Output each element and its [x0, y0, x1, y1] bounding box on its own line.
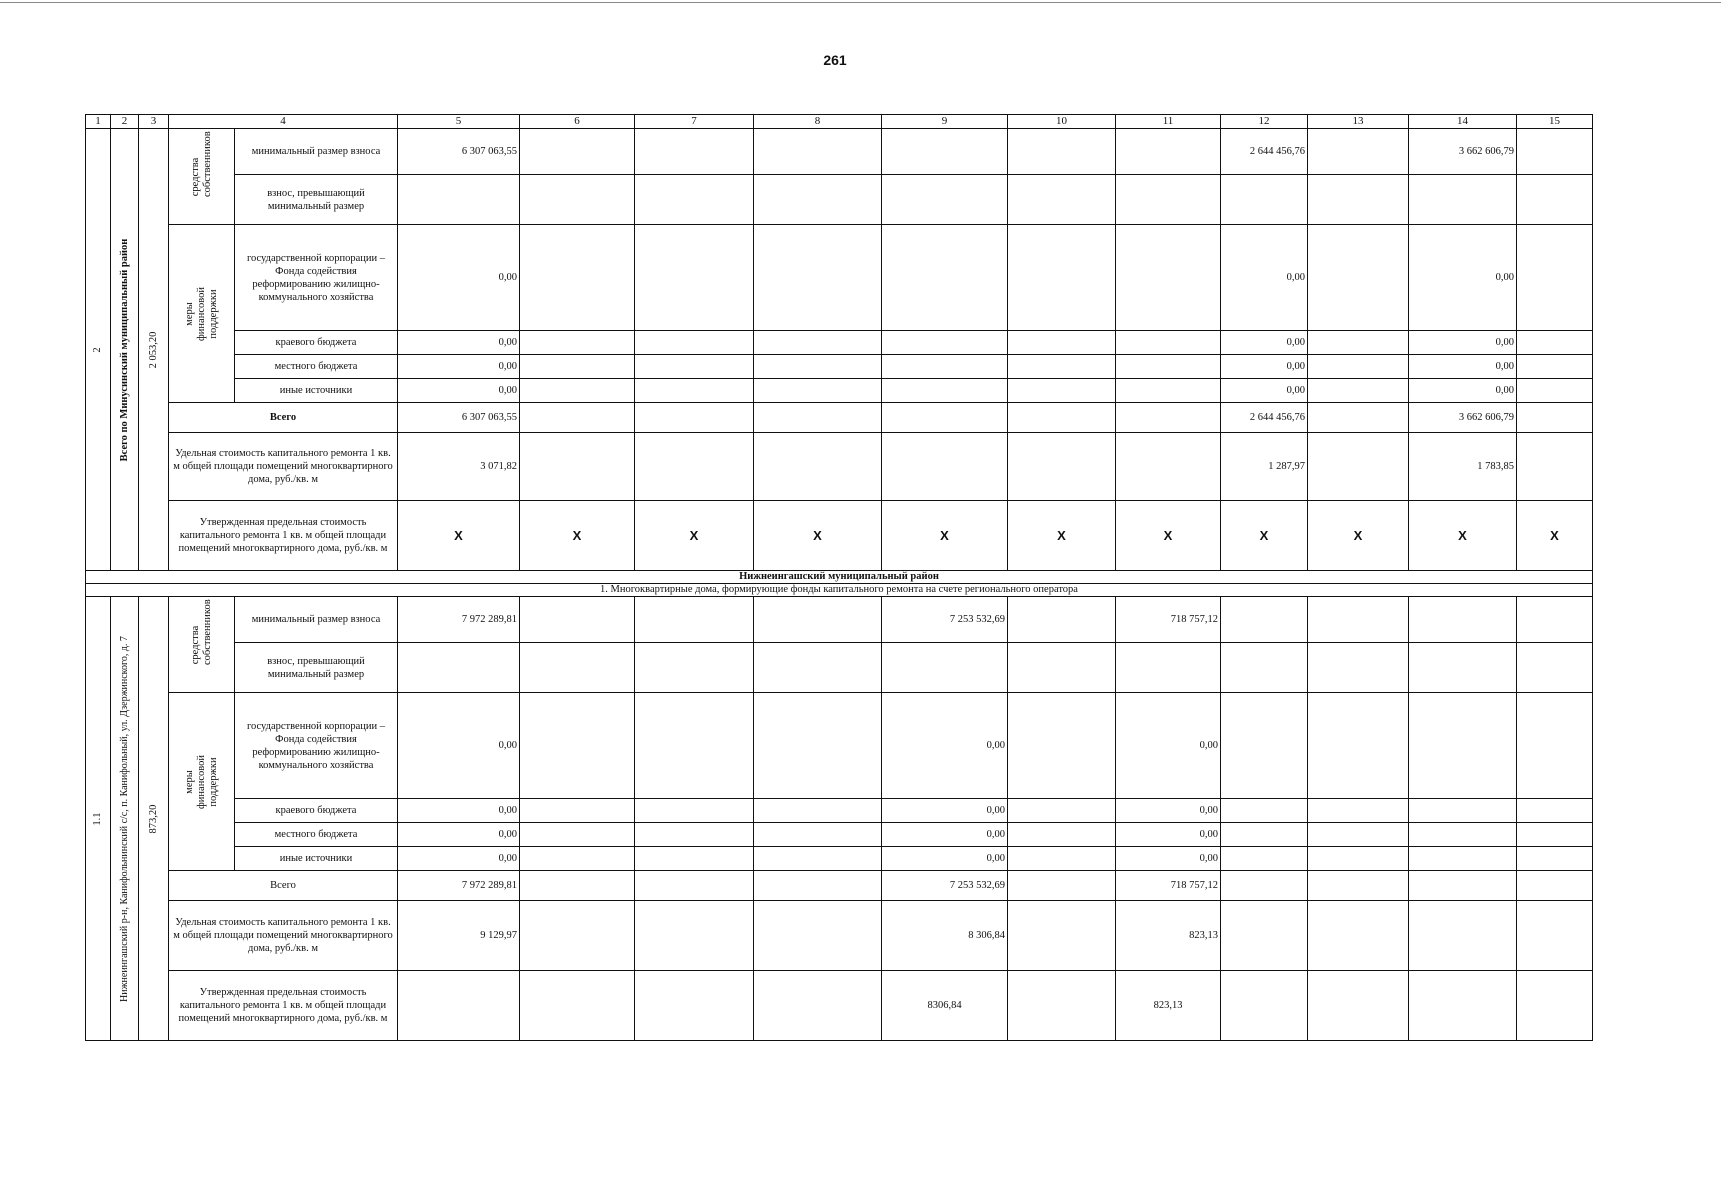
table-row — [86, 823, 1593, 847]
x-mark: X — [1116, 501, 1221, 571]
subsection-title: 1. Многоквартирные дома, формирующие фонды капитального ремонта на счете регионального оператора — [86, 584, 1593, 597]
block2-area: 873,20 — [139, 597, 169, 1041]
x-mark: X — [635, 501, 754, 571]
cell: 0,00 — [1409, 355, 1517, 379]
support-label: меры финансовой поддержки — [169, 693, 235, 871]
block1-district: Всего по Минусинский муниципальный район — [111, 129, 139, 571]
table-row — [86, 403, 1593, 433]
table-row — [86, 597, 1593, 643]
capital-repair-table — [85, 114, 1593, 1041]
cell: 0,00 — [1116, 823, 1221, 847]
cell: 0,00 — [1221, 355, 1308, 379]
cell: 2 644 456,76 — [1221, 403, 1308, 433]
cell: 7 253 532,69 — [882, 597, 1008, 643]
cell: 0,00 — [1221, 331, 1308, 355]
x-mark: X — [398, 501, 520, 571]
table-row — [86, 871, 1593, 901]
col-num: 12 — [1221, 115, 1308, 129]
cell: 7 972 289,81 — [398, 597, 520, 643]
col-num: 9 — [882, 115, 1008, 129]
section-title: Нижнеингашский муниципальный район — [86, 571, 1593, 584]
table-row — [86, 971, 1593, 1041]
x-mark: X — [1517, 501, 1593, 571]
corp-fund-label: государственной корпорации – Фонда содействия реформированию жилищно-коммунального хозяйства — [235, 693, 398, 799]
over-min-label: взнос, превышающий минимальный размер — [235, 175, 398, 225]
table-row — [86, 225, 1593, 331]
cell: 0,00 — [398, 799, 520, 823]
cell: 0,00 — [1116, 847, 1221, 871]
unit-cost-label: Удельная стоимость капитального ремонта 1 кв. м общей площади помещений многоквартирного дома, руб./кв. м — [169, 433, 398, 501]
subsection-row — [86, 584, 1593, 597]
cell: 0,00 — [398, 355, 520, 379]
section-row — [86, 571, 1593, 584]
cell: 6 307 063,55 — [398, 403, 520, 433]
table-row — [86, 643, 1593, 693]
col-num: 5 — [398, 115, 520, 129]
col-num: 15 — [1517, 115, 1593, 129]
col-num: 2 — [111, 115, 139, 129]
cell: 0,00 — [398, 823, 520, 847]
cell: 0,00 — [1116, 799, 1221, 823]
local-label: местного бюджета — [235, 355, 398, 379]
cell: 0,00 — [398, 693, 520, 799]
regional-label: краевого бюджета — [235, 331, 398, 355]
col-num: 4 — [169, 115, 398, 129]
cell: 7 972 289,81 — [398, 871, 520, 901]
min-fee-label: минимальный размер взноса — [235, 129, 398, 175]
block2-number: 1.1 — [86, 597, 111, 1041]
block2-address: Нижнеингашский р-н, Канифольнинский с/с, п. Канифольный, ул. Дзержинского, д. 7 — [111, 597, 139, 1041]
total-label: Всего — [169, 403, 398, 433]
support-label: меры финансовой поддержки — [169, 225, 235, 403]
cell: 3 071,82 — [398, 433, 520, 501]
col-num: 7 — [635, 115, 754, 129]
limit-cost-label: Утвержденная предельная стоимость капитального ремонта 1 кв. м общей площади помещений многоквартирного дома, руб./кв. м — [169, 501, 398, 571]
page-number: 261 — [823, 52, 847, 68]
cell: 0,00 — [882, 799, 1008, 823]
col-num: 3 — [139, 115, 169, 129]
cell: 2 644 456,76 — [1221, 129, 1308, 175]
block1-number: 2 — [86, 129, 111, 571]
col-num: 1 — [86, 115, 111, 129]
table-row — [86, 847, 1593, 871]
total-label: Всего — [169, 871, 398, 901]
table-row — [86, 433, 1593, 501]
cell: 1 783,85 — [1409, 433, 1517, 501]
cell: 3 662 606,79 — [1409, 403, 1517, 433]
cell: 0,00 — [398, 225, 520, 331]
table-row — [86, 331, 1593, 355]
cell: 0,00 — [882, 693, 1008, 799]
local-label: местного бюджета — [235, 823, 398, 847]
table-row — [86, 129, 1593, 175]
table-row — [86, 501, 1593, 571]
column-number-row — [86, 115, 1593, 129]
cell: 0,00 — [1116, 693, 1221, 799]
col-num: 11 — [1116, 115, 1221, 129]
min-fee-label: минимальный размер взноса — [235, 597, 398, 643]
col-num: 8 — [754, 115, 882, 129]
cell: 3 662 606,79 — [1409, 129, 1517, 175]
other-label: иные источники — [235, 847, 398, 871]
owners-funds-label: средства собственников — [169, 597, 235, 693]
x-mark: X — [1221, 501, 1308, 571]
cell: 0,00 — [1409, 331, 1517, 355]
cell: 9 129,97 — [398, 901, 520, 971]
table-row — [86, 693, 1593, 799]
x-mark: X — [882, 501, 1008, 571]
col-num: 13 — [1308, 115, 1409, 129]
table-row — [86, 901, 1593, 971]
cell: 0,00 — [1409, 225, 1517, 331]
table-row — [86, 799, 1593, 823]
cell: 0,00 — [1221, 225, 1308, 331]
cell: 6 307 063,55 — [398, 129, 520, 175]
table-row — [86, 379, 1593, 403]
cell: 8306,84 — [882, 971, 1008, 1041]
regional-label: краевого бюджета — [235, 799, 398, 823]
cell: 0,00 — [398, 379, 520, 403]
table-row — [86, 175, 1593, 225]
cell: 0,00 — [398, 847, 520, 871]
cell: 718 757,12 — [1116, 597, 1221, 643]
owners-funds-label: средства собственников — [169, 129, 235, 225]
x-mark: X — [1308, 501, 1409, 571]
x-mark: X — [1409, 501, 1517, 571]
cell: 0,00 — [882, 847, 1008, 871]
cell: 7 253 532,69 — [882, 871, 1008, 901]
col-num: 14 — [1409, 115, 1517, 129]
unit-cost-label: Удельная стоимость капитального ремонта 1 кв. м общей площади помещений многоквартирного дома, руб./кв. м — [169, 901, 398, 971]
limit-cost-label: Утвержденная предельная стоимость капитального ремонта 1 кв. м общей площади помещений многоквартирного дома, руб./кв. м — [169, 971, 398, 1041]
other-label: иные источники — [235, 379, 398, 403]
cell: 0,00 — [1221, 379, 1308, 403]
cell: 718 757,12 — [1116, 871, 1221, 901]
table-row — [86, 355, 1593, 379]
cell: 8 306,84 — [882, 901, 1008, 971]
x-mark: X — [520, 501, 635, 571]
cell: 0,00 — [1409, 379, 1517, 403]
x-mark: X — [754, 501, 882, 571]
corp-fund-label: государственной корпорации – Фонда содействия реформированию жилищно-коммунального хозяйства — [235, 225, 398, 331]
cell: 1 287,97 — [1221, 433, 1308, 501]
cell: 0,00 — [398, 331, 520, 355]
cell: 0,00 — [882, 823, 1008, 847]
col-num: 10 — [1008, 115, 1116, 129]
col-num: 6 — [520, 115, 635, 129]
cell: 823,13 — [1116, 971, 1221, 1041]
top-border-line — [0, 2, 1721, 3]
block1-area: 2 053,20 — [139, 129, 169, 571]
over-min-label: взнос, превышающий минимальный размер — [235, 643, 398, 693]
x-mark: X — [1008, 501, 1116, 571]
cell: 823,13 — [1116, 901, 1221, 971]
